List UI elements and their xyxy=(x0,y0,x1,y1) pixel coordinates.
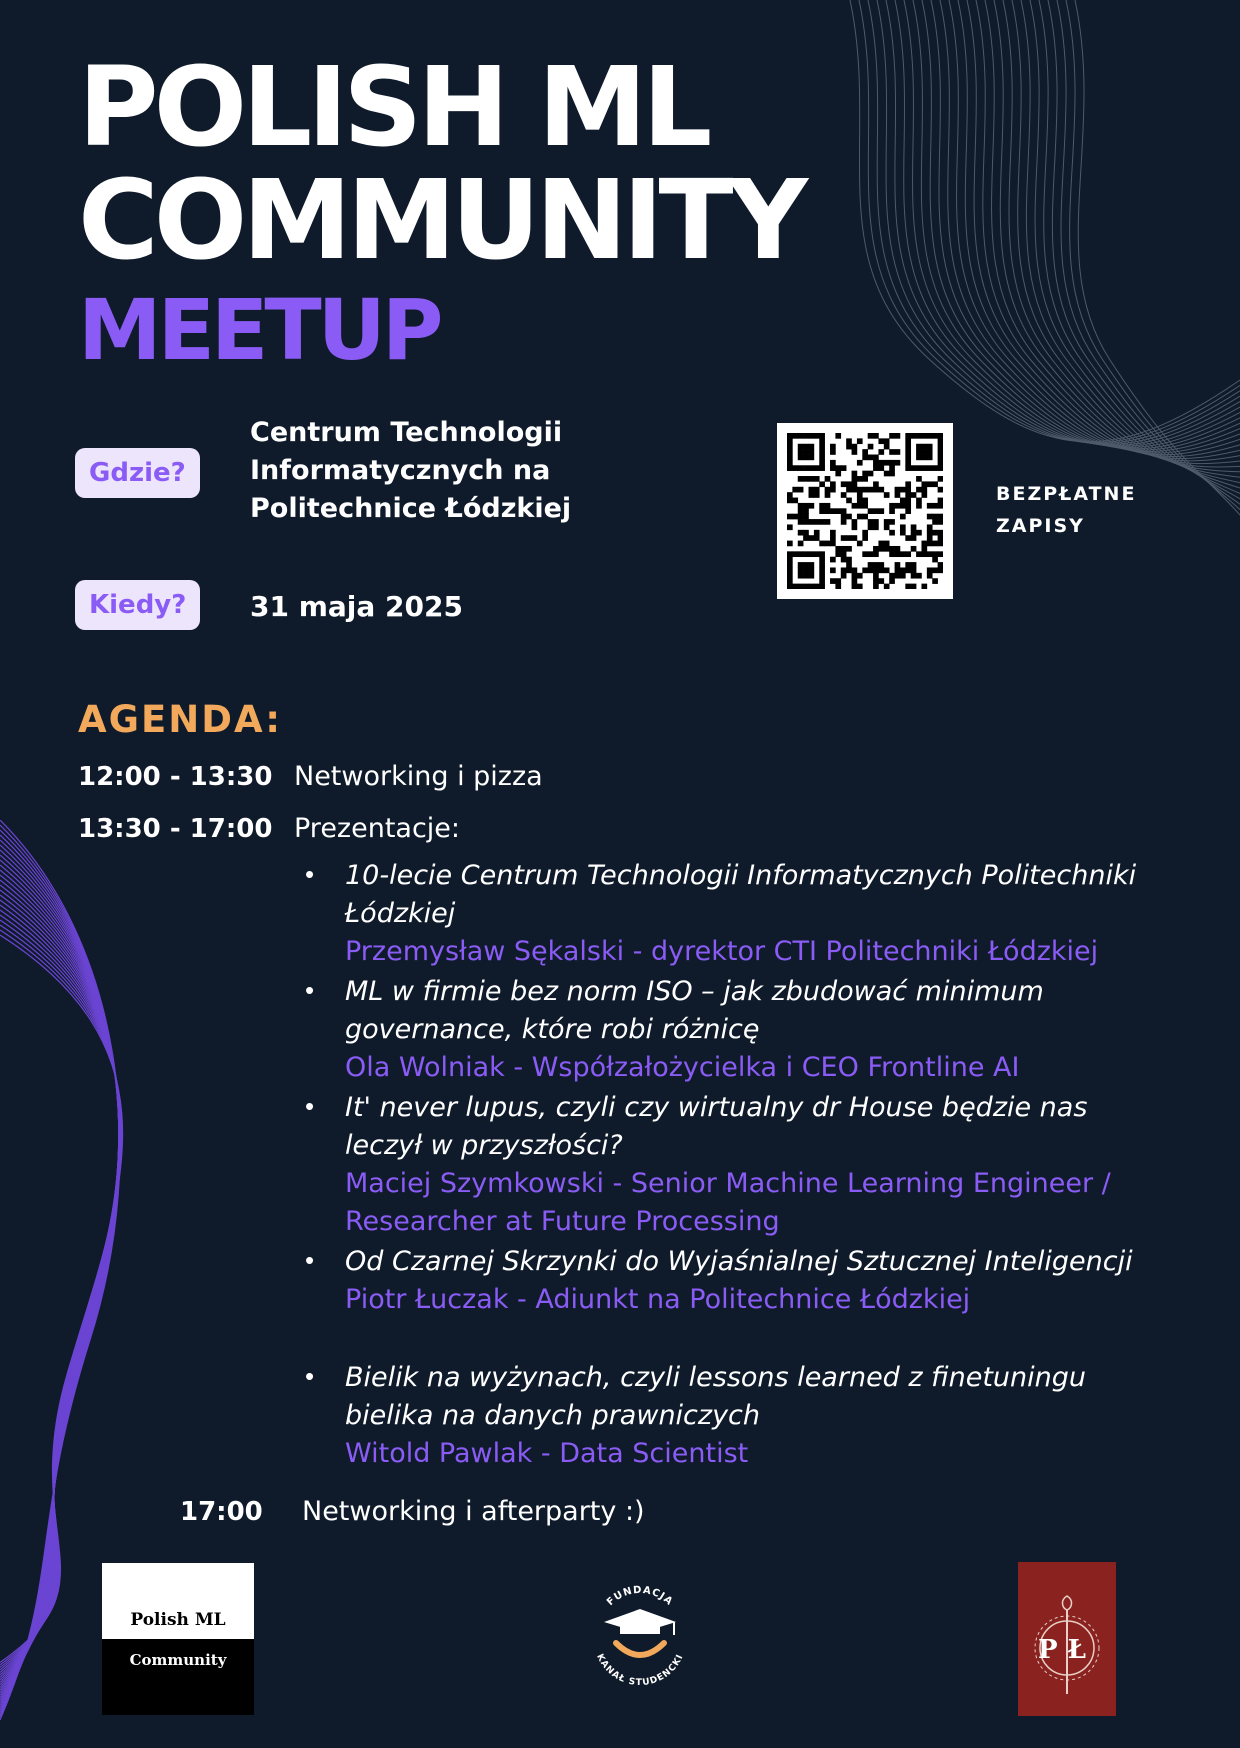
signup-qr-code[interactable] xyxy=(777,423,953,599)
logo-text-line-2: Community xyxy=(129,1651,227,1669)
talk-speaker: Ola Wolniak - Współzałożycielka i CEO Frontline AI xyxy=(345,1052,1020,1083)
talk-title: ML w firmie bez norm ISO – jak zbudować minimum governance, które robi różnicę xyxy=(345,976,1044,1045)
talk-item xyxy=(305,1243,1165,1319)
venue-text: Centrum Technologii Informatycznych na Politechnice Łódzkiej xyxy=(250,417,572,524)
bullet-icon: • xyxy=(305,1091,315,1121)
title-line-1: POLISH ML xyxy=(78,43,708,171)
talk-speaker: Przemysław Sękalski - dyrektor CTI Politechniki Łódzkiej xyxy=(345,936,1099,967)
foundation-top-text: FUNDACJA xyxy=(605,1584,675,1609)
qr-code-icon xyxy=(787,433,943,589)
bullet-icon: • xyxy=(305,1245,315,1275)
agenda-time: 13:30 - 17:00 xyxy=(78,814,273,844)
university-emblem-icon xyxy=(1018,1562,1116,1716)
talk-title: 10-lecie Centrum Technologii Informatycznych Politechniki Łódzkiej xyxy=(345,860,1137,929)
signup-line-1: BEZPŁATNE xyxy=(996,483,1137,505)
talk-speaker: Maciej Szymkowski - Senior Machine Learning Engineer / Researcher at Future Processing xyxy=(345,1168,1111,1237)
title-line-2: COMMUNITY xyxy=(78,156,804,284)
agenda-time: 12:00 - 13:30 xyxy=(78,762,273,792)
bullet-icon: • xyxy=(305,1361,315,1391)
torch-flame-icon xyxy=(1062,1596,1071,1610)
talk-item xyxy=(305,973,1165,1087)
bullet-icon: • xyxy=(305,859,315,889)
logo-text-line-1: Polish ML xyxy=(130,1610,226,1630)
agenda-label: Networking i afterparty :) xyxy=(302,1496,645,1527)
talk-title: Od Czarnej Skrzynki do Wyjaśnialnej Sztucznej Inteligencji xyxy=(345,1246,1133,1277)
talk-item xyxy=(305,1089,1165,1241)
title-meetup: MEETUP xyxy=(78,281,440,379)
smile-icon xyxy=(616,1643,664,1655)
agenda-label: Networking i pizza xyxy=(294,761,543,792)
talk-speaker: Witold Pawlak - Data Scientist xyxy=(345,1438,749,1469)
agenda-label: Prezentacje: xyxy=(294,813,461,844)
talk-item xyxy=(305,857,1165,971)
signup-text xyxy=(996,478,1136,542)
foundation-bottom-text: KANAŁ STUDENCKI xyxy=(594,1652,686,1689)
fundacja-kanal-studencki-logo xyxy=(580,1575,700,1695)
date-text: 31 maja 2025 xyxy=(250,590,463,623)
signup-line-2: ZAPISY xyxy=(996,515,1085,537)
talk-item xyxy=(305,1359,1165,1473)
talk-title: It' never lupus, czyli czy wirtualny dr House będzie nas leczył w przyszłości? xyxy=(345,1092,1088,1161)
agenda-heading: AGENDA: xyxy=(78,698,283,741)
university-initials: PŁ xyxy=(1037,1635,1097,1665)
talk-title: Bielik na wyżynach, czyli lessons learned z finetuningu bielika na danych prawniczych xyxy=(345,1362,1086,1431)
polish-ml-community-logo xyxy=(102,1563,254,1715)
when-label: Kiedy? xyxy=(75,580,200,630)
agenda-time: 17:00 xyxy=(180,1497,263,1527)
politechnika-lodzka-logo xyxy=(1018,1562,1116,1716)
where-label: Gdzie? xyxy=(75,448,200,498)
bullet-icon: • xyxy=(305,975,315,1005)
talk-speaker: Piotr Łuczak - Adiunkt na Politechnice Łódzkiej xyxy=(345,1284,971,1315)
